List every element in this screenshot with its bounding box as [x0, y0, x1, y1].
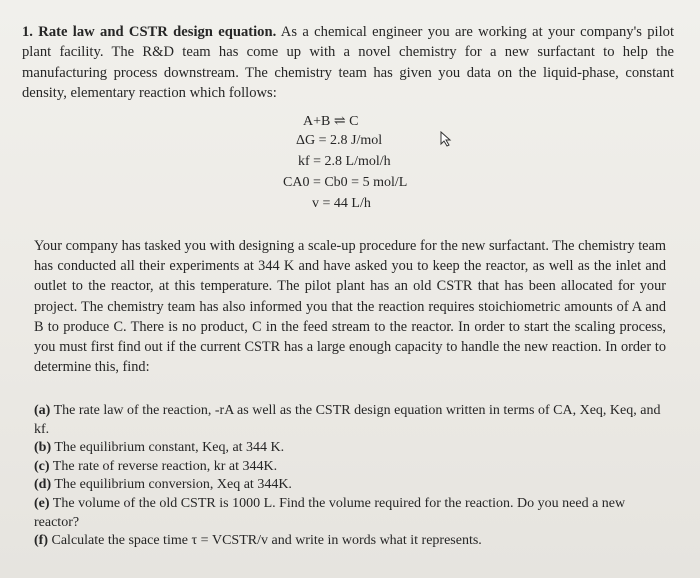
mouse-pointer-icon — [440, 131, 454, 147]
question-text: The volume of the old CSTR is 1000 L. Find the volume required for the reaction. Do you need a new reactor? — [34, 495, 626, 530]
question-label: (e) — [34, 495, 50, 511]
question-a — [34, 402, 666, 439]
question-label: (d) — [34, 477, 52, 493]
question-text: The rate law of the reaction, -rA as well as the CSTR design equation written in terms of CA, Xeq, Keq, and kf. — [34, 403, 661, 437]
question-list — [34, 402, 666, 551]
question-label: (b) — [34, 440, 52, 456]
delta-g-equation: ΔG = 2.8 J/mol — [296, 133, 383, 148]
scenario-paragraph: Your company has tasked you with designing a scale-up procedure for the new surfactant. The chemistry team has conducted all their experiments at 344 K and have asked you to keep the reactor, as well as the inlet and outlet to the reactor, at this temperature. The pilot plant has an old CSTR that has been allocated for your project. The chemistry team has also informed you that the reaction requires stoichiometric amounts of A and B to produce C. There is no product, C in the feed stream to the reactor. In order to start the scaling process, you must first find out if the current CSTR has a large enough capacity to handle the new reaction. In order to determine this, find: — [34, 238, 666, 376]
reaction-equation: A+B ⇌ C — [303, 114, 359, 129]
kf-equation: kf = 2.8 L/mol/h — [298, 154, 391, 169]
problem-title: 1. Rate law and CSTR design equation. — [22, 24, 277, 40]
question-text: The equilibrium conversion, Xeq at 344K. — [54, 477, 292, 493]
question-e — [34, 495, 666, 532]
question-c — [34, 458, 666, 477]
concentration-equation: CA0 = Cb0 = 5 mol/L — [283, 175, 408, 190]
problem-intro-text: As a chemical engineer you are working at your company's pilot plant facility. The R&D team has come up with a novel chemistry for a new surfactant to help the manufacturing process downstream. The chemistry team has given you data on the liquid-phase, constant density, elementary reaction which follows: — [22, 24, 675, 101]
question-label: (f) — [34, 533, 48, 549]
question-text: The rate of reverse reaction, kr at 344K. — [52, 458, 278, 474]
problem-intro — [22, 22, 674, 103]
question-d — [34, 476, 666, 495]
flow-rate-equation: v = 44 L/h — [312, 196, 371, 211]
question-label: (c) — [34, 458, 50, 474]
question-f — [34, 532, 666, 551]
question-label: (a) — [34, 403, 51, 418]
question-text: The equilibrium constant, Keq, at 344 K. — [54, 440, 285, 456]
question-text: Calculate the space time τ = VCSTR/v and write in words what it represents. — [51, 533, 482, 549]
question-b — [34, 439, 666, 458]
